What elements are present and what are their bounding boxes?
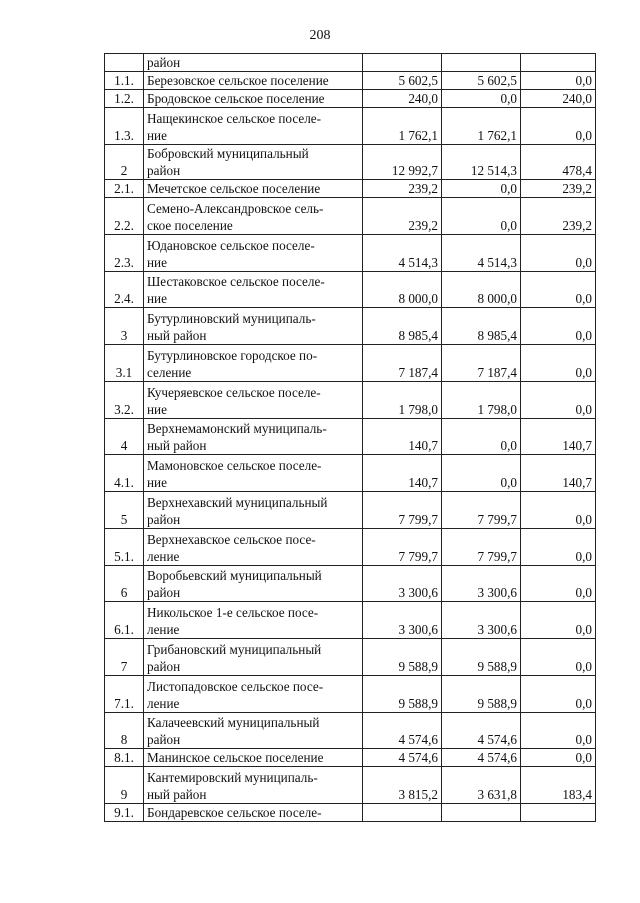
row-name-cell: [144, 90, 363, 108]
row-value1-cell: 5 602,5: [363, 72, 442, 90]
table-row: [105, 272, 596, 308]
row-value2-cell: 8 000,0: [442, 272, 521, 308]
row-name-cell: [144, 529, 363, 566]
table-row: [105, 72, 596, 90]
row-value1-cell: 7 187,4: [363, 345, 442, 382]
row-name-text: Бобровский муниципальный район: [147, 146, 309, 178]
row-number-cell: 2.4.: [105, 272, 144, 308]
row-value2-cell: [442, 54, 521, 72]
table-row: [105, 602, 596, 639]
row-number-cell: 7: [105, 639, 144, 676]
row-value3-cell: 0,0: [521, 492, 596, 529]
row-name-cell: [144, 235, 363, 272]
row-value1-cell: 7 799,7: [363, 492, 442, 529]
table-row: [105, 90, 596, 108]
row-value3-cell: 0,0: [521, 272, 596, 308]
row-number-cell: 9: [105, 767, 144, 804]
row-value2-cell: 4 574,6: [442, 713, 521, 749]
row-number-cell: 5: [105, 492, 144, 529]
table-row: [105, 54, 596, 72]
row-value3-cell: 0,0: [521, 676, 596, 713]
row-number-cell: 1.1.: [105, 72, 144, 90]
row-number-cell: 2.1.: [105, 180, 144, 198]
row-value2-cell: 9 588,9: [442, 639, 521, 676]
row-value3-cell: 0,0: [521, 566, 596, 602]
row-number-cell: 2.3.: [105, 235, 144, 272]
row-number-cell: [105, 54, 144, 72]
row-number-cell: 1.2.: [105, 90, 144, 108]
row-value2-cell: 12 514,3: [442, 145, 521, 180]
table-row: [105, 749, 596, 767]
table-row: [105, 308, 596, 345]
row-value1-cell: 3 300,6: [363, 566, 442, 602]
row-name-cell: [144, 566, 363, 602]
row-name-text: Бондаревское сельское поселе-: [147, 805, 322, 820]
table-row: [105, 145, 596, 180]
row-value1-cell: 4 514,3: [363, 235, 442, 272]
row-name-cell: [144, 749, 363, 767]
row-value3-cell: 0,0: [521, 749, 596, 767]
table-row: [105, 235, 596, 272]
row-value1-cell: [363, 804, 442, 822]
row-name-cell: [144, 676, 363, 713]
row-name-cell: [144, 713, 363, 749]
page-number: 208: [309, 28, 331, 43]
row-number-cell: 1.3.: [105, 108, 144, 145]
row-value3-cell: 0,0: [521, 72, 596, 90]
row-value1-cell: 1 798,0: [363, 382, 442, 419]
table-row: [105, 419, 596, 455]
row-value1-cell: 1 762,1: [363, 108, 442, 145]
table-row: [105, 492, 596, 529]
row-value2-cell: 1 762,1: [442, 108, 521, 145]
row-value3-cell: [521, 54, 596, 72]
row-name-text: Семено-Александровское сель- ское поселение: [147, 201, 324, 233]
row-name-cell: [144, 72, 363, 90]
row-name-text: Мечетское сельское поселение: [147, 181, 321, 196]
row-number-cell: 9.1.: [105, 804, 144, 822]
row-value3-cell: 0,0: [521, 235, 596, 272]
row-value1-cell: 239,2: [363, 198, 442, 235]
table-row: [105, 566, 596, 602]
row-number-cell: 2.2.: [105, 198, 144, 235]
row-number-cell: 4: [105, 419, 144, 455]
row-name-cell: [144, 198, 363, 235]
table-row: [105, 639, 596, 676]
row-number-cell: 5.1.: [105, 529, 144, 566]
row-number-cell: 8.1.: [105, 749, 144, 767]
row-value2-cell: 3 631,8: [442, 767, 521, 804]
row-value1-cell: 140,7: [363, 419, 442, 455]
row-value3-cell: 0,0: [521, 639, 596, 676]
row-number-cell: 8: [105, 713, 144, 749]
row-value1-cell: 9 588,9: [363, 676, 442, 713]
row-name-cell: [144, 804, 363, 822]
row-value2-cell: 8 985,4: [442, 308, 521, 345]
table-row: [105, 713, 596, 749]
table-row: [105, 345, 596, 382]
row-name-text: Бродовское сельское поселение: [147, 91, 325, 106]
row-value2-cell: 3 300,6: [442, 602, 521, 639]
row-name-text: Березовское сельское поселение: [147, 73, 329, 88]
row-number-cell: 6: [105, 566, 144, 602]
row-name-cell: [144, 180, 363, 198]
row-name-cell: [144, 455, 363, 492]
row-value1-cell: 7 799,7: [363, 529, 442, 566]
row-value3-cell: 478,4: [521, 145, 596, 180]
row-value3-cell: 0,0: [521, 345, 596, 382]
row-name-cell: [144, 54, 363, 72]
table-row: [105, 455, 596, 492]
row-number-cell: 4.1.: [105, 455, 144, 492]
row-value3-cell: 239,2: [521, 180, 596, 198]
row-name-cell: [144, 602, 363, 639]
row-number-cell: 3.2.: [105, 382, 144, 419]
row-value1-cell: [363, 54, 442, 72]
row-value2-cell: 9 588,9: [442, 676, 521, 713]
row-value1-cell: 4 574,6: [363, 713, 442, 749]
table-row: [105, 767, 596, 804]
row-value2-cell: [442, 804, 521, 822]
table-row: [105, 804, 596, 822]
row-value1-cell: 140,7: [363, 455, 442, 492]
row-number-cell: 3.1: [105, 345, 144, 382]
row-name-text: Калачеевский муниципальный район: [147, 715, 320, 747]
row-name-text: Верхнехавский муниципальный район: [147, 495, 328, 527]
row-value2-cell: 3 300,6: [442, 566, 521, 602]
row-value3-cell: 183,4: [521, 767, 596, 804]
row-value3-cell: 140,7: [521, 419, 596, 455]
table-row: [105, 108, 596, 145]
row-name-text: Листопадовское сельское посе- ление: [147, 679, 324, 711]
row-name-cell: [144, 345, 363, 382]
row-name-text: Верхнемамонский муниципаль- ный район: [147, 421, 327, 453]
row-value3-cell: [521, 804, 596, 822]
row-number-cell: 2: [105, 145, 144, 180]
row-value1-cell: 240,0: [363, 90, 442, 108]
row-value2-cell: 5 602,5: [442, 72, 521, 90]
row-value3-cell: 0,0: [521, 108, 596, 145]
row-value1-cell: 8 985,4: [363, 308, 442, 345]
row-name-text: Бутурлиновское городское по- селение: [147, 348, 318, 380]
row-value2-cell: 7 799,7: [442, 529, 521, 566]
table-row: [105, 198, 596, 235]
row-value1-cell: 239,2: [363, 180, 442, 198]
row-value2-cell: 7 187,4: [442, 345, 521, 382]
row-value1-cell: 4 574,6: [363, 749, 442, 767]
budget-table: [104, 53, 596, 822]
row-value3-cell: 0,0: [521, 529, 596, 566]
row-name-text: Верхнехавское сельское посе- ление: [147, 532, 316, 564]
row-value1-cell: 8 000,0: [363, 272, 442, 308]
row-name-cell: [144, 272, 363, 308]
row-number-cell: 3: [105, 308, 144, 345]
row-name-text: Бутурлиновский муниципаль- ный район: [147, 311, 316, 343]
row-value2-cell: 0,0: [442, 198, 521, 235]
row-value2-cell: 0,0: [442, 90, 521, 108]
row-value2-cell: 1 798,0: [442, 382, 521, 419]
row-name-text: Кучеряевское сельское поселе- ние: [147, 385, 321, 417]
row-value2-cell: 0,0: [442, 455, 521, 492]
row-value3-cell: 0,0: [521, 713, 596, 749]
row-value2-cell: 0,0: [442, 419, 521, 455]
row-name-cell: [144, 108, 363, 145]
row-value2-cell: 7 799,7: [442, 492, 521, 529]
row-value1-cell: 9 588,9: [363, 639, 442, 676]
row-name-cell: [144, 308, 363, 345]
row-name-text: Никольское 1-е сельское посе- ление: [147, 605, 319, 637]
row-name-text: Шестаковское сельское поселе- ние: [147, 274, 325, 306]
table-body: [105, 54, 596, 822]
row-name-text: Грибановский муниципальный район: [147, 642, 322, 674]
row-value3-cell: 240,0: [521, 90, 596, 108]
row-value1-cell: 3 815,2: [363, 767, 442, 804]
row-name-cell: [144, 492, 363, 529]
table-row: [105, 529, 596, 566]
row-name-text: Нащекинское сельское поселе- ние: [147, 111, 322, 143]
row-name-cell: [144, 639, 363, 676]
row-value1-cell: 12 992,7: [363, 145, 442, 180]
row-value3-cell: 239,2: [521, 198, 596, 235]
row-value3-cell: 140,7: [521, 455, 596, 492]
row-name-cell: [144, 382, 363, 419]
row-value2-cell: 0,0: [442, 180, 521, 198]
row-name-text: Воробьевский муниципальный район: [147, 568, 322, 600]
row-value3-cell: 0,0: [521, 308, 596, 345]
row-name-cell: [144, 145, 363, 180]
scan-noise: [0, 880, 640, 886]
row-name-cell: [144, 767, 363, 804]
row-name-text: район: [147, 55, 181, 70]
row-value3-cell: 0,0: [521, 382, 596, 419]
row-name-text: Юдановское сельское поселе- ние: [147, 238, 315, 270]
row-value2-cell: 4 514,3: [442, 235, 521, 272]
table-row: [105, 382, 596, 419]
row-name-cell: [144, 419, 363, 455]
row-name-text: Манинское сельское поселение: [147, 750, 324, 765]
row-value3-cell: 0,0: [521, 602, 596, 639]
row-number-cell: 7.1.: [105, 676, 144, 713]
row-number-cell: 6.1.: [105, 602, 144, 639]
table-row: [105, 180, 596, 198]
row-name-text: Кантемировский муниципаль- ный район: [147, 770, 318, 802]
row-value1-cell: 3 300,6: [363, 602, 442, 639]
table-row: [105, 676, 596, 713]
row-value2-cell: 4 574,6: [442, 749, 521, 767]
row-name-text: Мамоновское сельское поселе- ние: [147, 458, 322, 490]
